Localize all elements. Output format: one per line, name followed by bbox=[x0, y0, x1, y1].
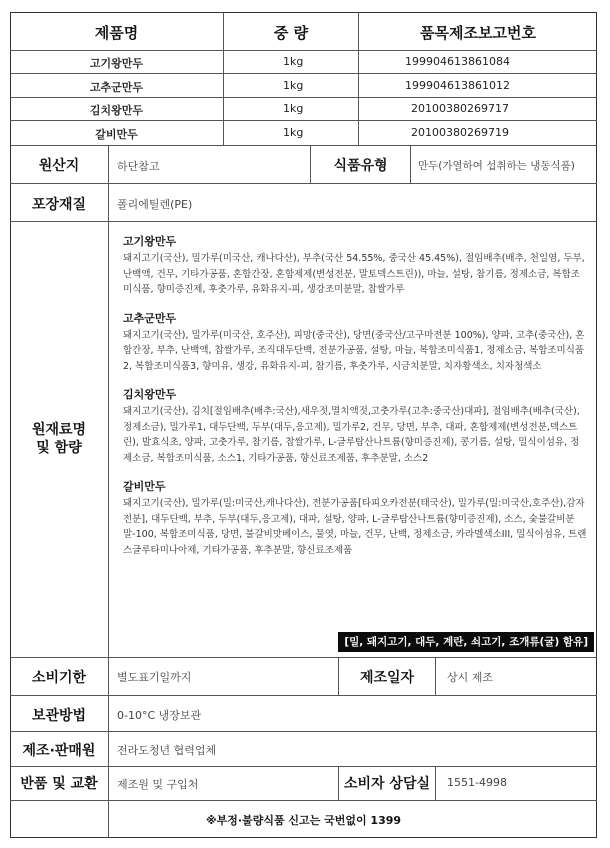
allergen-badge: [밀, 돼지고기, 대두, 계란, 쇠고기, 조개류(굴) 함유] bbox=[338, 632, 594, 652]
product-report-4: 20100380269719 bbox=[411, 126, 509, 139]
ingredient-title: 고기왕만두 bbox=[123, 235, 177, 248]
ingredient-text: 돼지고기(국산), 밀가루(미국산, 호주산), 피망(중국산), 당면(중국산/고구마전분 100%), 양파, 고추(중국산), 혼합간장, 부추, 난백액, 찹쌀가루, 조직대두단백, 전분가공품, 설탕, 마늘, 복합조미식품1, 정제소금, 복합조미식품2, 복합조미식품3, 향미유, 생강, 유화유지-피, 참기름, 후춧가루, 시금치분말, 치자황색소, 치자청색소 bbox=[123, 329, 585, 372]
ingredient-block bbox=[123, 310, 588, 375]
returns-label: 반품 및 교환 bbox=[20, 776, 98, 792]
returns-value: 제조원 및 구입처 bbox=[117, 778, 199, 791]
expiry-value: 별도표기일까지 bbox=[117, 671, 192, 684]
product-report-1: 199904613861084 bbox=[405, 55, 510, 68]
packaging-value: 폴리에틸렌(PE) bbox=[117, 198, 193, 211]
origin-label: 원산지 bbox=[38, 158, 80, 174]
ingredients-content bbox=[123, 233, 588, 570]
manufacture-date-label: 제조일자 bbox=[359, 670, 415, 686]
storage-label: 보관방법 bbox=[31, 708, 87, 724]
product-name-4: 갈비만두 bbox=[95, 128, 138, 141]
manufacture-date-value: 상시 제조 bbox=[447, 671, 494, 684]
header-report-number: 품목제조보고번호 bbox=[420, 24, 536, 42]
storage-value: 0-10°C 냉장보관 bbox=[117, 709, 202, 722]
product-name-3: 김치왕만두 bbox=[89, 104, 144, 117]
ingredient-title: 갈비만두 bbox=[123, 480, 166, 493]
product-name-1: 고기왕만두 bbox=[89, 57, 144, 70]
food-type-value: 만두(가열하여 섭취하는 냉동식품) bbox=[418, 160, 575, 172]
product-weight-2: 1kg bbox=[283, 79, 304, 92]
ingredient-title: 고추군만두 bbox=[123, 311, 177, 325]
ingredient-text: 돼지고기(국산), 밀가루(미국산, 캐나다산), 부추(국산 54.55%, 중국산 45.45%), 절임배추(배추, 천일염, 두부, 난백액, 건무, 기타가공품, 혼합간장, 혼합제제(변성전분, 말토덱스트린)), 마늘, 설탕, 참기름, 정제소금, 복합조미식품, 향미증진제, 후춧가루, 유화유지-피, 생강조미분말, 찹쌀가루 bbox=[123, 253, 585, 295]
ingredients-label-line2: 및 함량 bbox=[36, 440, 82, 456]
packaging-label: 포장재질 bbox=[31, 197, 87, 213]
consumer-center-label: 소비자 상담실 bbox=[343, 776, 431, 792]
ingredient-text: 돼지고기(국산), 밀가루(밀:미국산,캐나다산), 전분가공품[타피오카전분(태국산), 밀가루(밀:미국산,호주산),감자전분], 대두단백, 부추, 두부(대두,응고제), 대파, 설탕, 양파, L-글루탐산나트륨(향미증진제), 소스, 숯불갈비분말-100, 복합조미식품, 당면, 불갈비맛베이스, 물엿, 마늘, 건무, 난백, 정제소금, 카라멜색소III, 밀식이섬유, 트랜스글루타미나아제, 기타가공품, 후추분말, 향신료조제품 bbox=[123, 498, 587, 556]
ingredient-block bbox=[123, 233, 588, 298]
product-weight-4: 1kg bbox=[283, 126, 304, 139]
manufacturer-label: 제조·판매원 bbox=[22, 743, 96, 759]
footer-notice: ※부정·불량식품 신고는 국번없이 1399 bbox=[205, 814, 402, 827]
expiry-label: 소비기한 bbox=[31, 670, 87, 686]
origin-value: 하단참고 bbox=[117, 160, 160, 173]
consumer-center-value: 1551-4998 bbox=[447, 776, 507, 789]
food-type-label: 식품유형 bbox=[333, 158, 388, 174]
product-report-2: 199904613861012 bbox=[405, 79, 510, 92]
product-report-3: 20100380269717 bbox=[411, 102, 509, 115]
header-product-name: 제품명 bbox=[94, 24, 139, 42]
product-weight-1: 1kg bbox=[283, 55, 304, 68]
ingredient-block bbox=[123, 386, 588, 466]
product-name-2: 고추군만두 bbox=[89, 81, 144, 94]
manufacturer-value: 전라도청년 협력업체 bbox=[117, 744, 217, 757]
ingredient-title: 김치왕만두 bbox=[123, 388, 177, 401]
product-weight-3: 1kg bbox=[283, 102, 304, 115]
ingredients-label-line1: 원재료명 bbox=[31, 422, 87, 438]
ingredient-text: 돼지고기(국산), 김치[절임배추(배추:국산),새우젓,멸치액젓,고춧가루(고추:중국산)대파], 절임배추(배추(국산),정제소금), 밀가루1, 대두단백, 두부(대두,응고제), 밀가루2, 건무, 당면, 부추, 대파, 혼합제제(변성전분,덱스트린), 발효식초, 양파, 고춧가루, 참기름, 찹쌀가루, L-글루탐산나트륨(향미증진제), 콩기름, 설탕, 밀식이섬유, 정제소금, 복합조미식품, 소스1, 기타가공품, 향신료조제품, 후추분말, 소스2 bbox=[123, 406, 580, 464]
ingredient-block bbox=[123, 478, 588, 558]
header-weight: 중 량 bbox=[273, 24, 309, 42]
